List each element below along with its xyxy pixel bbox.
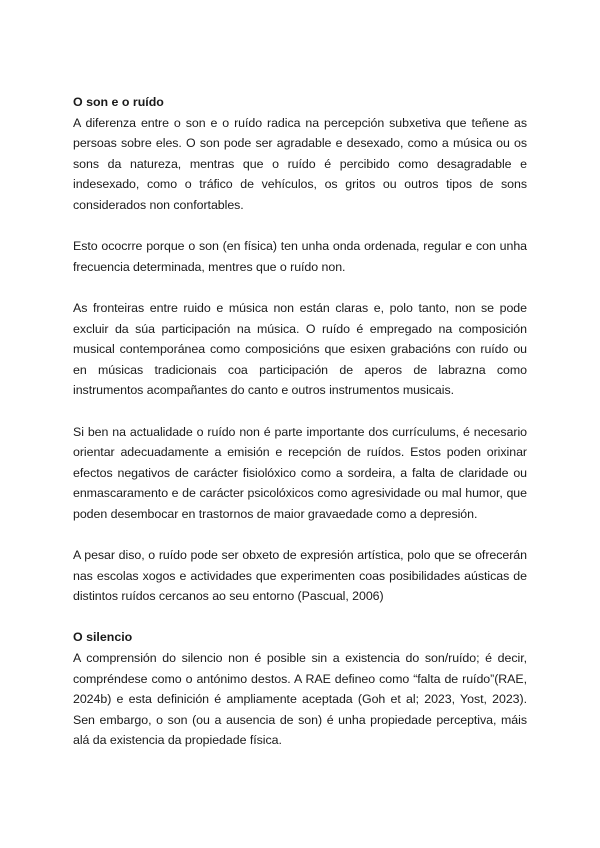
paragraph-gap [73, 524, 527, 545]
paragraph: A pesar diso, o ruído pode ser obxeto de expresión artística, polo que se ofrecerán nas escolas xogos e actividades que experimenten coas posibilidades aústicas de distintos ruídos cercanos ao seu entorno (Pascual, 2006) [73, 548, 527, 604]
section-heading-silencio: O silencio [73, 630, 133, 645]
paragraph-gap [73, 401, 527, 422]
paragraph-gap [73, 607, 527, 628]
section-heading-son-ruido: O son e o ruído [73, 95, 164, 109]
paragraph: A diferenza entre o son e o ruído radica na percepción subxetiva que teñene as persoas sobre eles. O son pode ser agradable e desexado, como a música ou os sons da natureza, mentras que o ruído é percibido como desagradable e indesexado, como o tráfico de vehículos, os gritos ou outros tipos de sons considerados non confortables. [73, 115, 527, 212]
paragraph-gap [73, 277, 527, 298]
paragraph: Si ben na actualidade o ruído non é parte importante dos currículums, é necesario orientar adecuadamente a emisión e recepción de ruídos. Estos poden orixinar efectos negativos de carácter fisiolóxico como a sordeira, a falta de claridade ou enmascaramento e de carácter psicolóxicos como agresividade ou mal humor, que poden desembocar en trastornos de maior gravaedade como a depresión. [73, 424, 527, 521]
paragraph-gap [73, 216, 527, 237]
paragraph: As fronteiras entre ruido e música non están claras e, polo tanto, non se pode excluir da súa participación na música. O ruído é empregado na composición musical contemporánea como composicións que esixen grabacións con ruído ou en músicas tradicionais coa participación de aperos de labrazna como instrumentos acompañantes do canto e outros instrumentos musicais. [73, 300, 527, 398]
paragraph: A comprensión do silencio non é posible sin a existencia do son/ruído; é decir, compréndese como o antónimo destos. A RAE defineo como “falta de ruído”(RAE, 2024b) e esta definición é ampliamente aceptada (Goh et al; 2023, Yost, 2023). Sen embargo, o son (ou a ausencia de son) é unha propiedade perceptiva, máis alá da existencia da propiedade física. [73, 651, 527, 748]
document-page [73, 92, 527, 751]
paragraph: Esto ococrre porque o son (en física) ten unha onda ordenada, regular e con unha frecuencia determinada, mentres que o ruído non. [73, 239, 527, 274]
